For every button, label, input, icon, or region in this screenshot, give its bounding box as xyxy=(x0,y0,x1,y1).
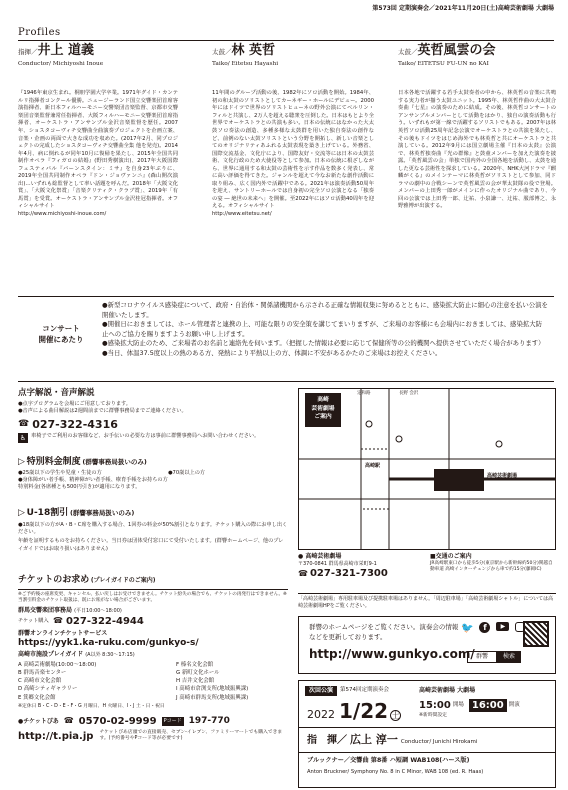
facebook-icon[interactable]: f xyxy=(479,622,490,633)
divider xyxy=(299,752,555,753)
conductor-name-en: Conductor/ Junichi Hirokami xyxy=(400,739,478,745)
venue-item: I 高崎市倉渕支所(地域振興課) xyxy=(176,686,249,693)
qr-code xyxy=(523,621,549,647)
website-url[interactable]: http://www.gunkyo.com/ xyxy=(309,647,475,661)
youtube-icon[interactable]: ▶ xyxy=(496,622,509,631)
accessibility-title: 点字解説・音声解説 xyxy=(18,388,95,398)
next-concert-box xyxy=(298,680,556,788)
phone-icon: ☎ xyxy=(18,418,30,429)
u18-line: ●18歳以下の方がA・B・C席を購入する場合、1回券の料金が50%割引となります。チケット購入の際にお申し出ください。 xyxy=(18,521,288,535)
special-rate-subtitle: (群響事務局扱いのみ) xyxy=(82,458,147,466)
profiles-title: Profiles xyxy=(18,27,61,38)
open-time: 15:00 xyxy=(419,700,451,711)
search-input[interactable]: 群響 xyxy=(467,651,497,663)
u18-line: 年齢を証明するものをお持ちください。当日券は団体受付窓口にて受付いたします。(群響ホームページ、他のプレイガイドではお取り扱いはありません) xyxy=(18,538,284,552)
map-venue-label: 高崎芸術劇場 xyxy=(487,473,518,479)
next-concert-weekday: 土 xyxy=(391,711,400,720)
venue-item: C 高崎市文化会館 xyxy=(18,678,62,685)
transport-title: ■交通のご案内 xyxy=(430,553,472,560)
website-text: 群響のホームページをご覧ください。演奏会の情報などを更新しております。 xyxy=(309,623,459,641)
pia-url[interactable]: http://t.pia.jp xyxy=(18,730,94,742)
profile-role: 指揮／ xyxy=(18,48,38,56)
profile-url[interactable]: http://www.michiyoshi-inoue.com/ xyxy=(18,210,107,217)
profile-name: 井上 道義 xyxy=(37,43,95,58)
map-street-label: 長野 会沢 xyxy=(399,391,419,396)
profile-bio: 11年間のグループ活動の後、1982年にソロ活動を開始。1984年、初の和太鼓のソリストとしてカーネギー・ホールにデビュー。2000年にはドイツで世界のソリストヒューネの野外公演にてベルリン・フィルと共演し、2万人を超える聴衆を圧倒した。日本はもとより全世界でオーケストラとの共演も多い。日本の伝統にはなかった大太鼓ソロ奏法の創造、多種多様な太鼓群を用いた独自奏法の創作など、前例のない太鼓ソリストという分野を開拓し、新しい音楽としてのオリジナリティあふれる太鼓表現を築き上げている。外務省、国際交流基金、文化庁により、国際友好・交流等には日本の太鼓芸術、文化行政のため大使役等として参加。日本の伝統に根ざしながら、世界に通用する和太鼓の芸術性を示す作品を数多く発表し、常に高い評価を得てきた。ジャンルを超えて今なお新たな創作活動に取り組み、広く国内外で活躍中である。2021年は演奏活動50周年を迎え、サントリーホールでは自身初の完全ソロ公演となる「独奏の宴 ― 絶世の未来へ」を開催。至2022年にはソロ活動40周年を迎える。オフィシャルサイト xyxy=(212,90,374,210)
special-rate-section xyxy=(18,457,288,492)
triangle-icon: ▷ xyxy=(18,457,25,467)
pia-code: 197-770 xyxy=(188,715,230,726)
twitter-icon[interactable]: 🐦 xyxy=(461,623,474,634)
transport-info xyxy=(430,553,556,573)
special-rate-line: ●身体障がい者手帳、精神障がい者手帳、療育手帳をお持ちの方 xyxy=(18,476,168,483)
venue-item: F 榛名文化会館 xyxy=(176,662,214,669)
start-label: 開演 xyxy=(508,701,520,708)
accessibility-phone[interactable]: 027-322-4316 xyxy=(32,417,118,431)
map-lines xyxy=(299,389,556,550)
special-rate-line: ●70歳以上の方 xyxy=(168,469,206,476)
city-note: (A以外 8:30〜17:15) xyxy=(85,652,135,659)
search-button[interactable]: 検索 xyxy=(497,651,521,663)
conductor-label: 指 揮／ xyxy=(307,735,347,746)
map-station-label: 高崎駅 xyxy=(365,463,381,469)
notice-item: ●開催日におきましては、ホール管理者と連携の上、可能な限りの安全策を講じてまいりますが、ご来場のお客様にも会場内におきましては、感染拡大防止へのご協力を賜りますようお願い申し上げます。 xyxy=(102,320,543,338)
program-title-en: Anton Bruckner/ Symphony No. 8 in C Minor, WAB 108 (ed. R. Haas) xyxy=(307,769,484,775)
open-label: 開場 xyxy=(452,701,464,708)
accessibility-note: 車椅子でご利用のお客様など、お手伝いの必要な方は事前に群響事務局へお問い合わせください。 xyxy=(31,432,260,439)
profile-bio: 『1946年東京生まれ。桐朋学園大学卒業。1971年グイド・カンテルリ指揮者コンクール優勝。ニュージーランド国立交響楽団首席客演指揮者、新日本フィルハーモニー交響楽団音楽監督、京都市交響楽団音楽監督兼常任指揮者、大阪フィルハーモニー交響楽団首席指揮者、オーケストラ・アンサンブル金沢音楽監督を歴任。2007年、ショスタコーヴィチ交響曲全曲演奏プロジェクトを企画立案、音楽・企画の両面で大きな成功を収めた。(2017年2月、同プロジェクトの完成したショスタコーヴィチ交響曲全集 他を発売)。2014年4月、病に倒れるが同年10月に復帰を果たし、2015年全国共同制作オペラ『フィガロの結婚』(野田秀樹演出)、2017年大阪国際フェスティバル『バーンスタイン：ミサ』を自身23年ぶりに、2019年全国共同制作オペラ『ドン・ジョヴァンニ』(森山開次演出)…いずれも総監督として率い話題を呼んだ。2018年「大阪文化賞」、「大阪文化祭賞」「音楽クリティク・クラブ賞」、2019年「有馬賞」を受賞。オーケストラ・アンサンブル金沢桂冠指揮者。オフィシャルサイト xyxy=(18,90,178,210)
next-concert-year: 2022 xyxy=(307,708,335,721)
special-rate-line: ●25歳以下の学生や児童・生徒の方 xyxy=(18,469,102,476)
gunkyo-hours: (平日10:00〜18:00) xyxy=(74,608,122,615)
divider xyxy=(299,727,555,728)
notice-item: ●当日、体温37.5度以上の熱のある方、発熱により平熱以上の方、体調に不安があるかたのご来場はお控えください。 xyxy=(102,349,442,358)
profile-name-en: Taiko/ Eitetsu Hayashi xyxy=(212,60,279,67)
next-concert-number: 第574回定期演奏会 xyxy=(340,687,390,694)
start-time: 16:00 xyxy=(469,699,507,712)
pia-label: ●チケットぴあ xyxy=(18,717,59,725)
city-label: 高崎市施設プレイガイド xyxy=(18,651,84,659)
profile-name-en: Conductor/ Michiyoshi Inoue xyxy=(18,60,104,67)
accessibility-section xyxy=(18,388,288,443)
venue-address: 〒370-0841 群馬県高崎市栄町9-1 xyxy=(298,560,377,567)
divider xyxy=(18,40,554,41)
tickets-subtitle: (プレイガイドのご案内) xyxy=(90,577,156,584)
tickets-section xyxy=(18,575,288,743)
u18-subtitle: (群響事務局扱いのみ) xyxy=(69,509,135,517)
venue-item: G 新町文化ホール xyxy=(176,670,220,677)
profile-bio: 日本各地で活躍する若手太鼓奏者の中から、林英哲の音楽に共鳴する実力者が揃う太鼓ユニット。1995年、林英哲作曲の大太鼓合奏曲『七星』の演奏のために結成。その後、林英哲コンサートのアンサンブルメンバーとして活動をはかり、独自の演奏活動も行う。いずれもが第一線で活躍するソリストでもある。2007年は林英哲ソロ活動25周年記念公演でオーケストラとの共演を果たし、その後もドイツをはじめ海外でも林英哲と共にオーケストラと共演している。2012年9月には国立劇場主催『日本の太鼓』公演で、林英哲独奏曲『光の群像』と鼓童メンバーを加えた演奏を披露。「英哲風雲の会」単独で国内外の全国各地を活動し、太鼓を通した更なる芸術性を探求している。2020年、NHK大河ドラマ『麒麟がくる』のメインテーマに林英哲がソリストとして参加、同ドラマの劇中の合戦シーンで英哲風雲の会が華太鼓隊の役で登場。メンバーの上田秀一郎がメインに作ったオリジナル曲であり、今回の公演では上田秀一郎、辻祐、小泉謙一、辻祐、服部博之、永野雅博が出演する。 xyxy=(398,90,556,210)
next-concert-venue: 高崎芸術劇場 大劇場 xyxy=(419,687,476,694)
online-label: 群響オンラインチケットサービス xyxy=(18,629,108,637)
ticket-phone-label: チケット購入 xyxy=(18,617,49,624)
phone-icon: ☎ xyxy=(63,716,74,726)
venue-item: B 群馬音楽センター xyxy=(18,670,67,677)
u18-title: U-18割引 xyxy=(26,508,69,518)
venue-item: H 吉井文化会館 xyxy=(176,678,215,685)
profile-name: 英哲風雲の会 xyxy=(417,43,496,58)
conductor-name: 広上 淳一 xyxy=(350,733,398,746)
search-box[interactable] xyxy=(467,651,521,663)
profile-role: 太鼓／ xyxy=(398,48,418,56)
venue-info: ● 高崎芸術劇場 〒370-0841 群馬県高崎市栄町9-1 ☎ 027-321-7300 xyxy=(298,553,428,580)
next-concert-label: 次回公演 xyxy=(305,686,337,696)
wheelchair-icon: ♿ xyxy=(19,433,27,442)
notice-list xyxy=(102,301,548,359)
pia-note: チケットぴあ店頭での直接販売、セブン-イレブン、ファミリーマートでも購入できます。(予約番号やPコード等が必要です) xyxy=(99,729,283,742)
venue-name: 高崎芸術劇場 xyxy=(305,553,342,560)
venue-item: J 高崎市群馬支所(地域振興課) xyxy=(176,694,249,701)
gunkyo-phone[interactable]: 027-322-4944 xyxy=(65,615,144,627)
gunkyo-label: 群馬交響楽団事務局 xyxy=(18,607,73,615)
profile-inoue xyxy=(18,43,190,218)
profile-url[interactable]: http://www.eitetsu.net/ xyxy=(212,210,272,217)
special-rate-line: 特別料金(各席種とも500円引き)が適用になります。 xyxy=(18,484,141,491)
online-url[interactable]: https://yyk1.ka-ruku.com/gunkyo-s/ xyxy=(18,637,199,648)
profile-role: 太鼓／ xyxy=(212,48,232,56)
map-label: 高崎 芸術劇場 ご案内 xyxy=(305,393,341,427)
notice-item: ●新型コロナウイルス感染症について、政府・自治体・関係諸機関から示される正確な情報収集に努めるとともに、感染拡大防止に細心の注意を払い公演を開催いたします。 xyxy=(102,301,548,319)
page-header: 第573回 定期演奏会／2021年11月20日(土)高崎芸術劇場 大劇場 xyxy=(372,5,554,12)
profile-fuunnokai xyxy=(398,43,556,211)
divider xyxy=(18,589,288,590)
venue-phone[interactable]: 027-321-7300 xyxy=(309,568,388,580)
tickets-title: チケットのお求め xyxy=(18,575,90,585)
pia-code-label: Pコード xyxy=(163,718,182,725)
next-concert-date: 1/22 xyxy=(339,699,389,723)
accessibility-line: ●点字プログラムを会場にご用意しております。 xyxy=(18,401,131,408)
venue-map xyxy=(298,388,556,550)
pia-phone[interactable]: 0570-02-9999 xyxy=(78,715,157,727)
parking-note: 「高崎芸術劇場」専用駐車場及び提携駐車場はありません。「周辺駐車場」「高崎芸術劇場シャトル」については高崎芸術劇場HPをご覧ください。 xyxy=(298,593,556,610)
venue-item: D 高崎シティギャラリー xyxy=(18,686,78,693)
u18-section xyxy=(18,508,288,553)
transport-text: JR高崎駅東口から徒歩5分(東京駅から新幹線約50分)関越自動車道 高崎インターチェンジから車で約15分(藤岡IC) xyxy=(430,560,553,572)
triangle-icon: ▷ xyxy=(18,508,25,518)
profile-hayashi xyxy=(212,43,384,218)
time-note: ※新時間設定 xyxy=(419,713,448,718)
map-street-label: 定和路 xyxy=(357,391,371,396)
website-box xyxy=(298,616,556,674)
profile-name: 林 英哲 xyxy=(231,43,276,58)
phone-icon: ☎ xyxy=(298,568,308,578)
profile-name-en: Taiko/ EITETSU FU-UN no KAI xyxy=(398,60,489,67)
venue-item: A 高崎芸術劇場(10:00〜18:00) xyxy=(18,662,97,669)
program-title: ブルックナー／交響曲 第8番 ハ短調 WAB108(ハース版) xyxy=(307,757,470,764)
special-rate-title: 特別料金制度 xyxy=(26,457,81,467)
concert-notice xyxy=(18,296,554,382)
tickets-note: ※ご予約後の座席変更、キャンセル、払い戻しはお受けできません。チケット紛失の場合でも、チケットの再発行はできません。※当割引料金のチケット取扱は、既にお席がない場合がございます。 xyxy=(18,591,287,603)
notice-label: コンサート 開催にあたり xyxy=(38,324,84,345)
closed-note: ※定休日 B・C・D・E・F・G 月曜日、H 火曜日、I・J 土・日・祝日 xyxy=(18,703,165,709)
notice-item: ●感染拡大防止のため、ご来場者のお名前と連絡先を伺います。（把握した情報は必要に応じて保健所等の公的機関へ提供させていただく場合があります） xyxy=(102,339,545,348)
phone-icon: ☎ xyxy=(53,616,63,626)
accessibility-line: ●音声による曲目解説は2週間前までに群響事務局までご連絡ください。 xyxy=(18,408,187,415)
venue-item: E 箕郷文化会館 xyxy=(18,694,56,701)
